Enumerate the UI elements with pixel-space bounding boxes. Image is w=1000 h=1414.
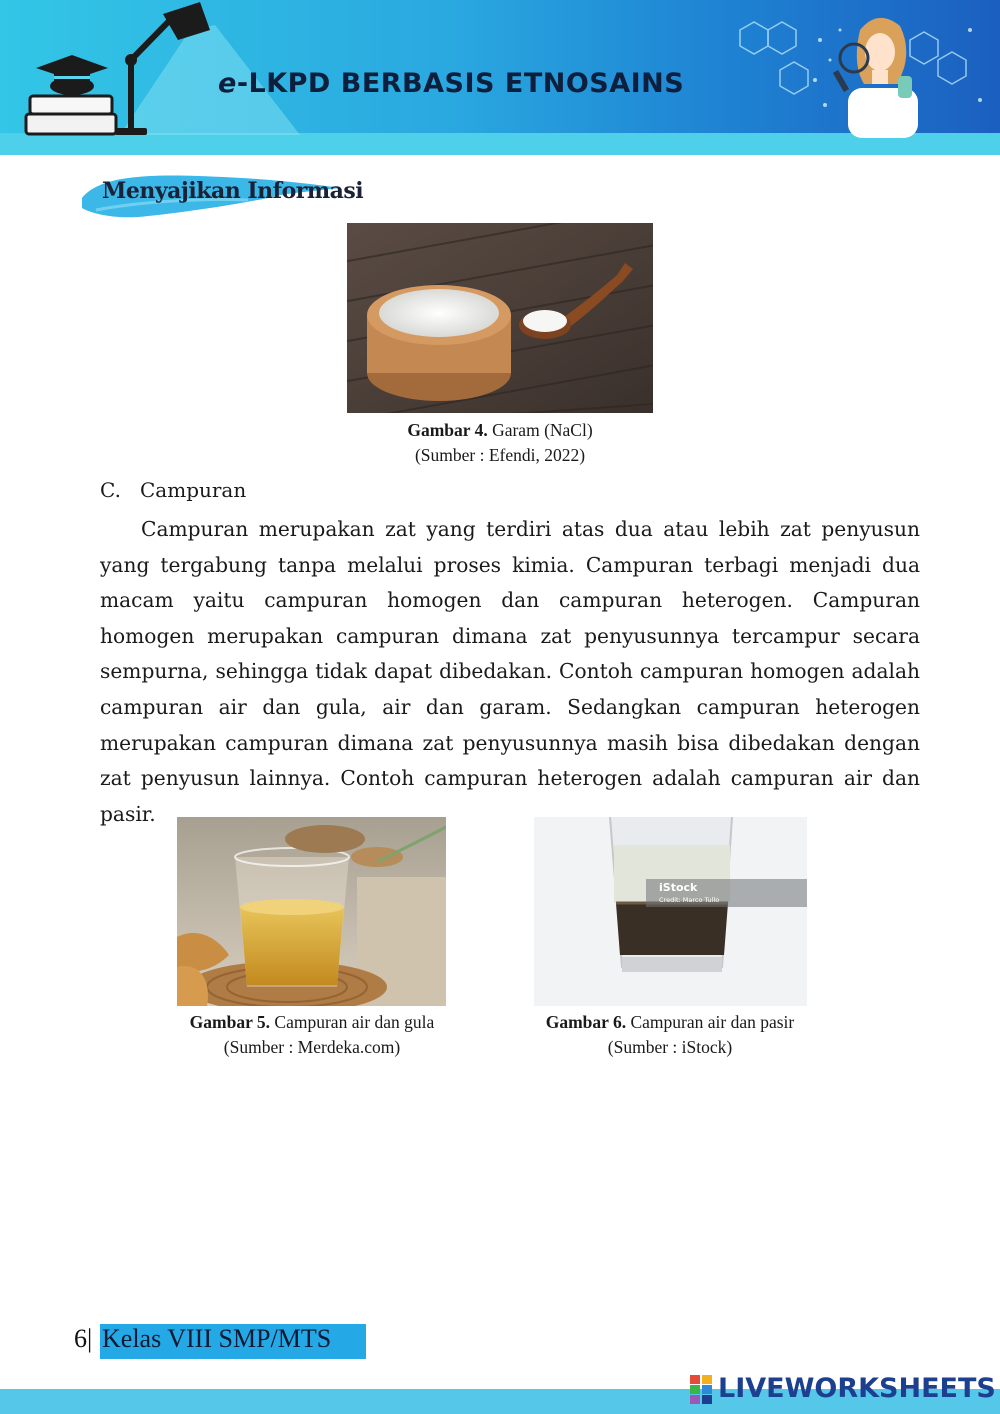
liveworksheets-text: LIVEWORKSHEETS <box>718 1373 996 1404</box>
section-heading <box>78 168 378 220</box>
header-title: e-LKPD BERBASIS ETNOSAINS <box>218 68 685 99</box>
figure-5-caption: Gambar 5. Campuran air dan gula (Sumber : Merdeka.com) <box>160 1010 464 1060</box>
figure-6-source: (Sumber : iStock) <box>607 1037 733 1057</box>
figure-4-caption: Gambar 4. Garam (NaCl) (Sumber : Efendi, 2022) <box>347 418 653 468</box>
header-banner <box>0 0 1000 155</box>
salt-photo <box>347 223 653 413</box>
istock-credit: Credit: Marco Tullo <box>659 896 720 904</box>
subsection-title: C. Campuran <box>100 478 247 502</box>
footer-class-label-box <box>100 1324 366 1359</box>
footer-class-label: Kelas VIII SMP/MTS <box>102 1324 332 1353</box>
sugar-water-photo <box>177 817 446 1006</box>
figure-5-source: (Sumber : Merdeka.com) <box>223 1037 401 1057</box>
body-paragraph: Campuran merupakan zat yang terdiri atas dua atau lebih zat penyusun yang tergabung tanpa melalui proses kimia. Campuran terbagi menjadi dua macam yaitu campuran homogen dan campuran heterogen. Campuran homogen merupakan campuran dimana zat penyusunnya tercampur secara sempurna, sehingga tidak dapat dibedakan. Contoh campuran homogen adalah campuran air dan gula, air dan garam. Sedangkan campuran heterogen merupakan campuran dimana zat penyusunnya masih bisa dibedakan dengan zat penyusun lainnya. Contoh campuran heterogen adalah campuran air dan pasir. <box>100 517 920 826</box>
section-heading-label: Menyajikan Informasi <box>102 178 364 204</box>
sand-water-photo <box>534 817 807 1006</box>
istock-watermark: iStock <box>659 881 698 894</box>
scientist-illustration <box>720 0 1000 140</box>
figure-4-source: (Sumber : Efendi, 2022) <box>414 445 586 465</box>
page-number: 6| <box>74 1324 93 1353</box>
liveworksheets-logo-icon <box>690 1375 714 1405</box>
figure-6-caption: Gambar 6. Campuran air dan pasir (Sumber : iStock) <box>520 1010 820 1060</box>
